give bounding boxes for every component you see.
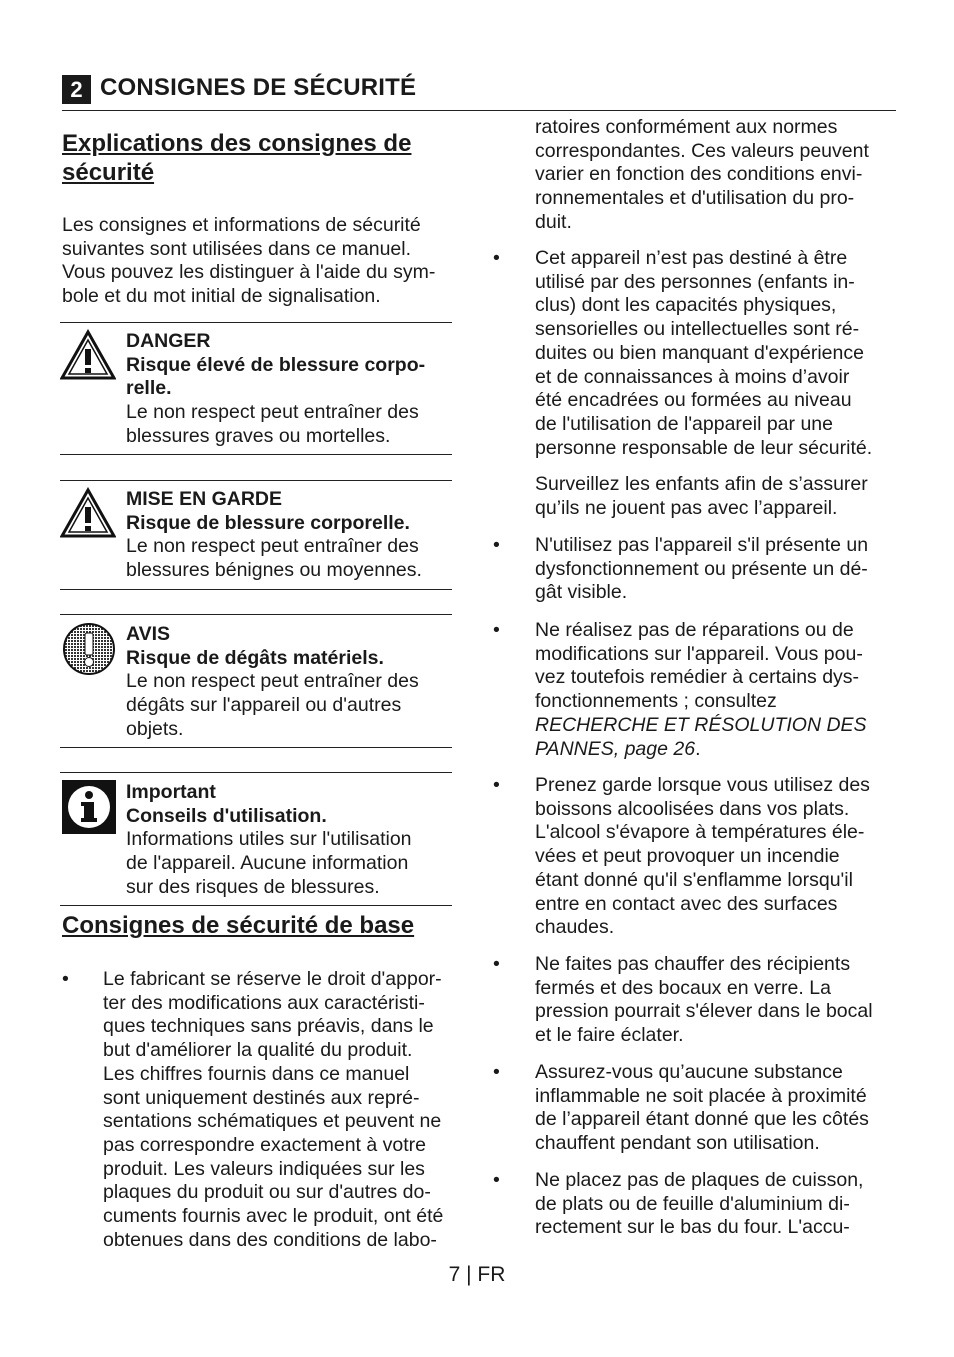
info-icon (62, 780, 116, 834)
list-item: Ne placez pas de plaques de cuisson, de plats ou de feuille d'aluminium di- rectement sur le bas du four. L'accu- (535, 1169, 864, 1239)
exclamation-circle-icon (62, 622, 116, 676)
danger-title: DANGER (126, 330, 211, 352)
danger-notice: DANGER Risque élevé de blessure corpo- relle. Le non respect peut entraîner des blessures graves ou mortelles. (60, 322, 452, 455)
bullet-marker: • (493, 774, 500, 796)
list-item: Cet appareil n’est pas destiné à être utilisé par des personnes (enfants in- clus) dont les capacités physiques, sensorielles ou intellectuelles sont ré- duites ou bien manquant d'expérience et de connaissances à moins d’avoir été encadrées ou formées au niveau de l'utilisation de l'appareil par une personne responsable de leur sécurité. (535, 247, 873, 459)
bullet-marker: • (493, 619, 500, 641)
notice-title: AVIS (126, 623, 171, 645)
chapter-number-badge: 2 (62, 75, 91, 104)
bullet-marker: • (493, 1061, 500, 1083)
intro-paragraph: Les consignes et informations de sécurité suivantes sont utilisées dans ce manuel. Vous pouvez les distinguer à l'aide du sym- bole et du mot initial de signalisation. (62, 214, 436, 308)
section-heading-explanations: Explications des consignes de sécurité (62, 130, 412, 186)
important-title: Important (126, 781, 216, 803)
list-item: Prenez garde lorsque vous utilisez des boissons alcoolisées dans vos plats. L'alcool s'évapore à températures éle- vées et peut provoquer un incendie étant donné qu'il s'enflamme lorsqu'il entre en contact avec des surfaces chaudes. (535, 774, 870, 939)
chapter-header (62, 72, 896, 111)
warning-triangle-icon (60, 487, 116, 539)
section-heading-basic-safety: Consignes de sécurité de base (62, 912, 415, 939)
notice-box: AVIS Risque de dégâts matériels. Le non respect peut entraîner des dégâts sur l'appareil ou d'autres objets. (60, 614, 452, 748)
bullet-marker: • (62, 968, 69, 990)
bullet-marker: • (493, 1169, 500, 1191)
important-box: Important Conseils d'utilisation. Informations utiles sur l'utilisation de l'appareil. Aucune information sur des risques de blessures. (60, 772, 452, 906)
bullet-marker: • (493, 534, 500, 556)
list-item: N'utilisez pas l'appareil s'il présente un dysfonctionnement ou présente un dé- gât visible. (535, 534, 869, 604)
chapter-title: CONSIGNES DE SÉCURITÉ (100, 74, 417, 101)
cross-reference-link: PANNES, page 26 (535, 737, 696, 760)
warning-title: MISE EN GARDE (126, 488, 283, 510)
list-item: Le fabricant se réserve le droit d'appor- ter des modifications aux caractéristi- ques techniques sans préavis, dans le but d'améliorer la qualité du produit. Les chiffres fournis dans ce manuel sont uniquement destinés aux repré- sentations schématiques et peuvent ne pas correspondre exactement à votre produit. Les valeurs indiquées sur les plaques du produit ou sur d'autres do- cuments fournis avec le produit, ont été obtenues dans des conditions de labo- (103, 968, 444, 1251)
list-item-extra: Surveillez les enfants afin de s’assurer qu’ils ne jouent pas avec l’appareil. (535, 473, 868, 519)
list-item: Assurez-vous qu’aucune substance inflammable ne soit placée à proximité de l’appareil étant donné que les côtés chauffent pendant son utilisation. (535, 1061, 869, 1155)
warning-triangle-icon (60, 329, 116, 381)
list-item: Ne faites pas chauffer des récipients fermés et des bocaux en verre. La pression pourrait s'élever dans le bocal et le faire éclater. (535, 953, 873, 1047)
page-number: 7 | FR (448, 1263, 506, 1286)
bullet-marker: • (493, 247, 500, 269)
warning-notice: MISE EN GARDE Risque de blessure corporelle. Le non respect peut entraîner des blessures bénignes ou moyennes. (60, 480, 452, 590)
list-item-continuation: ratoires conformément aux normes correspondantes. Ces valeurs peuvent varier en fonction des conditions envi- ronnementales et d'utilisation du pro- duit. (535, 116, 869, 233)
list-item: Ne réalisez pas de réparations ou de modifications sur l'appareil. Vous pou- vez toutefois remédier à certains dys- fonctionnements ; consultez RECHERCHE ET RÉSOLUTION DES PANNES, page 26. (535, 619, 905, 761)
cross-reference-link: RECHERCHE ET RÉSOLUTION DES (535, 713, 867, 736)
bullet-marker: • (493, 953, 500, 975)
